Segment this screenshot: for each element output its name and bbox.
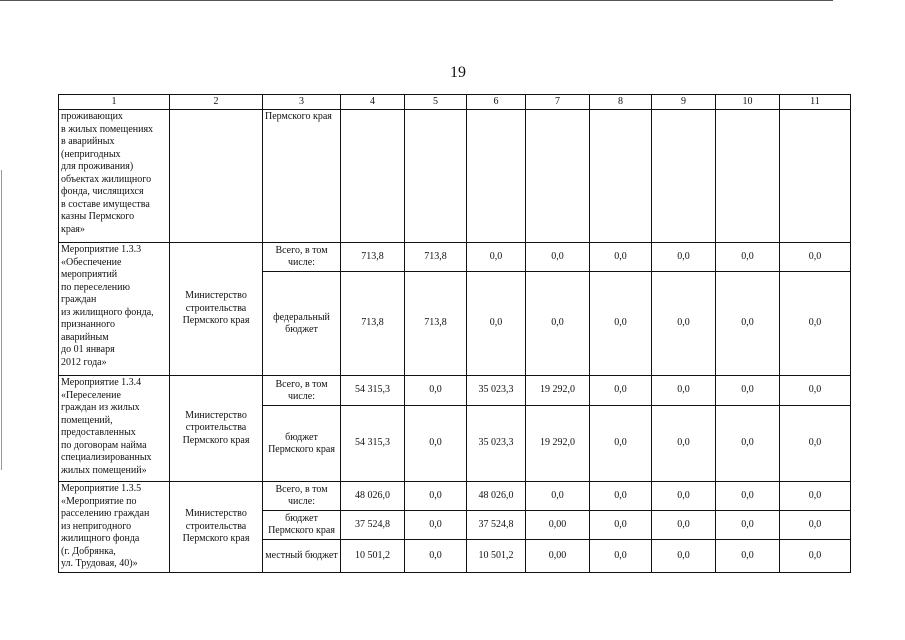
amount-cell: 0,0 [780, 272, 851, 376]
amount-cell: 19 292,0 [526, 376, 590, 406]
column-number-row [59, 95, 851, 110]
amount-cell: 35 023,3 [467, 406, 526, 482]
amount-cell: 0,0 [652, 511, 716, 540]
funding-source: бюджет Пермского края [263, 511, 341, 540]
continuation-activity-name: проживающих в жилых помещениях в аварийных (непригодных для проживания) объектах жилищного фонда, числящихся в составе имущества казны Пермского края» [59, 110, 170, 243]
amount-cell: 0,0 [467, 272, 526, 376]
column-number-5: 5 [405, 95, 467, 110]
amount-cell: 0,0 [652, 406, 716, 482]
amount-cell: 713,8 [405, 243, 467, 272]
amount-cell: 0,0 [405, 406, 467, 482]
budget-table [58, 94, 851, 573]
amount-cell: 713,8 [341, 272, 405, 376]
amount-cell: 713,8 [341, 243, 405, 272]
amount-cell: 0,0 [590, 376, 652, 406]
funding-source: бюджет Пермского края [263, 406, 341, 482]
continuation-source: Пермского края [263, 110, 341, 243]
column-number-2: 2 [170, 95, 263, 110]
amount-cell: 0,0 [652, 272, 716, 376]
amount-cell: 54 315,3 [341, 376, 405, 406]
responsible-ministry: Министерство строительства Пермского края [170, 376, 263, 482]
amount-cell: 0,0 [652, 243, 716, 272]
column-number-10: 10 [716, 95, 780, 110]
activity-1-row-1 [59, 243, 851, 272]
amount-cell: 0,0 [780, 482, 851, 511]
empty-cell [526, 110, 590, 243]
amount-cell: 35 023,3 [467, 376, 526, 406]
funding-source: Всего, в том числе: [263, 376, 341, 406]
column-number-3: 3 [263, 95, 341, 110]
amount-cell: 48 026,0 [467, 482, 526, 511]
activity-name: Мероприятие 1.3.5 «Мероприятие по расселению граждан из непригодного жилищного фонда (г. Добрянка, ул. Трудовая, 40)» [59, 482, 170, 573]
empty-cell [590, 110, 652, 243]
amount-cell: 0,0 [716, 540, 780, 572]
amount-cell: 0,0 [526, 243, 590, 272]
amount-cell: 0,0 [526, 272, 590, 376]
amount-cell: 0,0 [590, 406, 652, 482]
amount-cell: 0,0 [716, 243, 780, 272]
page-top-edge [0, 0, 833, 1]
amount-cell: 0,0 [716, 376, 780, 406]
column-number-8: 8 [590, 95, 652, 110]
amount-cell: 0,0 [652, 482, 716, 511]
empty-cell [716, 110, 780, 243]
amount-cell: 0,0 [405, 540, 467, 572]
activity-2-row-1 [59, 376, 851, 406]
amount-cell: 0,0 [716, 511, 780, 540]
page-number: 19 [450, 64, 466, 81]
amount-cell: 0,0 [405, 376, 467, 406]
amount-cell: 0,0 [590, 482, 652, 511]
funding-source: местный бюджет [263, 540, 341, 572]
amount-cell: 0,0 [590, 272, 652, 376]
column-number-4: 4 [341, 95, 405, 110]
column-number-1: 1 [59, 95, 170, 110]
amount-cell: 0,0 [716, 406, 780, 482]
funding-source: Всего, в том числе: [263, 482, 341, 511]
amount-cell: 37 524,8 [467, 511, 526, 540]
column-number-6: 6 [467, 95, 526, 110]
activity-name: Мероприятие 1.3.4 «Переселение граждан из жилых помещений, предоставленных по договорам найма специализированных жилых помещений» [59, 376, 170, 482]
amount-cell: 0,0 [780, 376, 851, 406]
amount-cell: 0,0 [590, 511, 652, 540]
empty-cell [652, 110, 716, 243]
amount-cell: 0,0 [652, 540, 716, 572]
amount-cell: 0,0 [590, 540, 652, 572]
amount-cell: 10 501,2 [467, 540, 526, 572]
amount-cell: 0,0 [780, 406, 851, 482]
responsible-ministry: Министерство строительства Пермского края [170, 243, 263, 376]
amount-cell: 0,0 [716, 272, 780, 376]
responsible-ministry: Министерство строительства Пермского края [170, 482, 263, 573]
amount-cell: 0,0 [780, 243, 851, 272]
amount-cell: 0,0 [467, 243, 526, 272]
amount-cell: 19 292,0 [526, 406, 590, 482]
amount-cell: 0,0 [405, 482, 467, 511]
empty-cell [780, 110, 851, 243]
empty-cell [341, 110, 405, 243]
amount-cell: 0,0 [526, 482, 590, 511]
amount-cell: 0,0 [780, 511, 851, 540]
amount-cell: 37 524,8 [341, 511, 405, 540]
continuation-row [59, 110, 851, 243]
column-number-11: 11 [780, 95, 851, 110]
column-number-9: 9 [652, 95, 716, 110]
amount-cell: 0,0 [405, 511, 467, 540]
amount-cell: 10 501,2 [341, 540, 405, 572]
amount-cell: 48 026,0 [341, 482, 405, 511]
funding-source: федеральный бюджет [263, 272, 341, 376]
amount-cell: 0,00 [526, 511, 590, 540]
amount-cell: 54 315,3 [341, 406, 405, 482]
activity-name: Мероприятие 1.3.3 «Обеспечение мероприятий по переселению граждан из жилищного фонда, признанного аварийным до 01 января 2012 года» [59, 243, 170, 376]
table-body [59, 95, 851, 573]
scan-left-edge [1, 170, 2, 470]
continuation-ministry [170, 110, 263, 243]
column-number-7: 7 [526, 95, 590, 110]
activity-3-row-1 [59, 482, 851, 511]
amount-cell: 0,0 [716, 482, 780, 511]
amount-cell: 713,8 [405, 272, 467, 376]
amount-cell: 0,00 [526, 540, 590, 572]
empty-cell [467, 110, 526, 243]
amount-cell: 0,0 [590, 243, 652, 272]
funding-source: Всего, в том числе: [263, 243, 341, 272]
amount-cell: 0,0 [652, 376, 716, 406]
amount-cell: 0,0 [780, 540, 851, 572]
empty-cell [405, 110, 467, 243]
